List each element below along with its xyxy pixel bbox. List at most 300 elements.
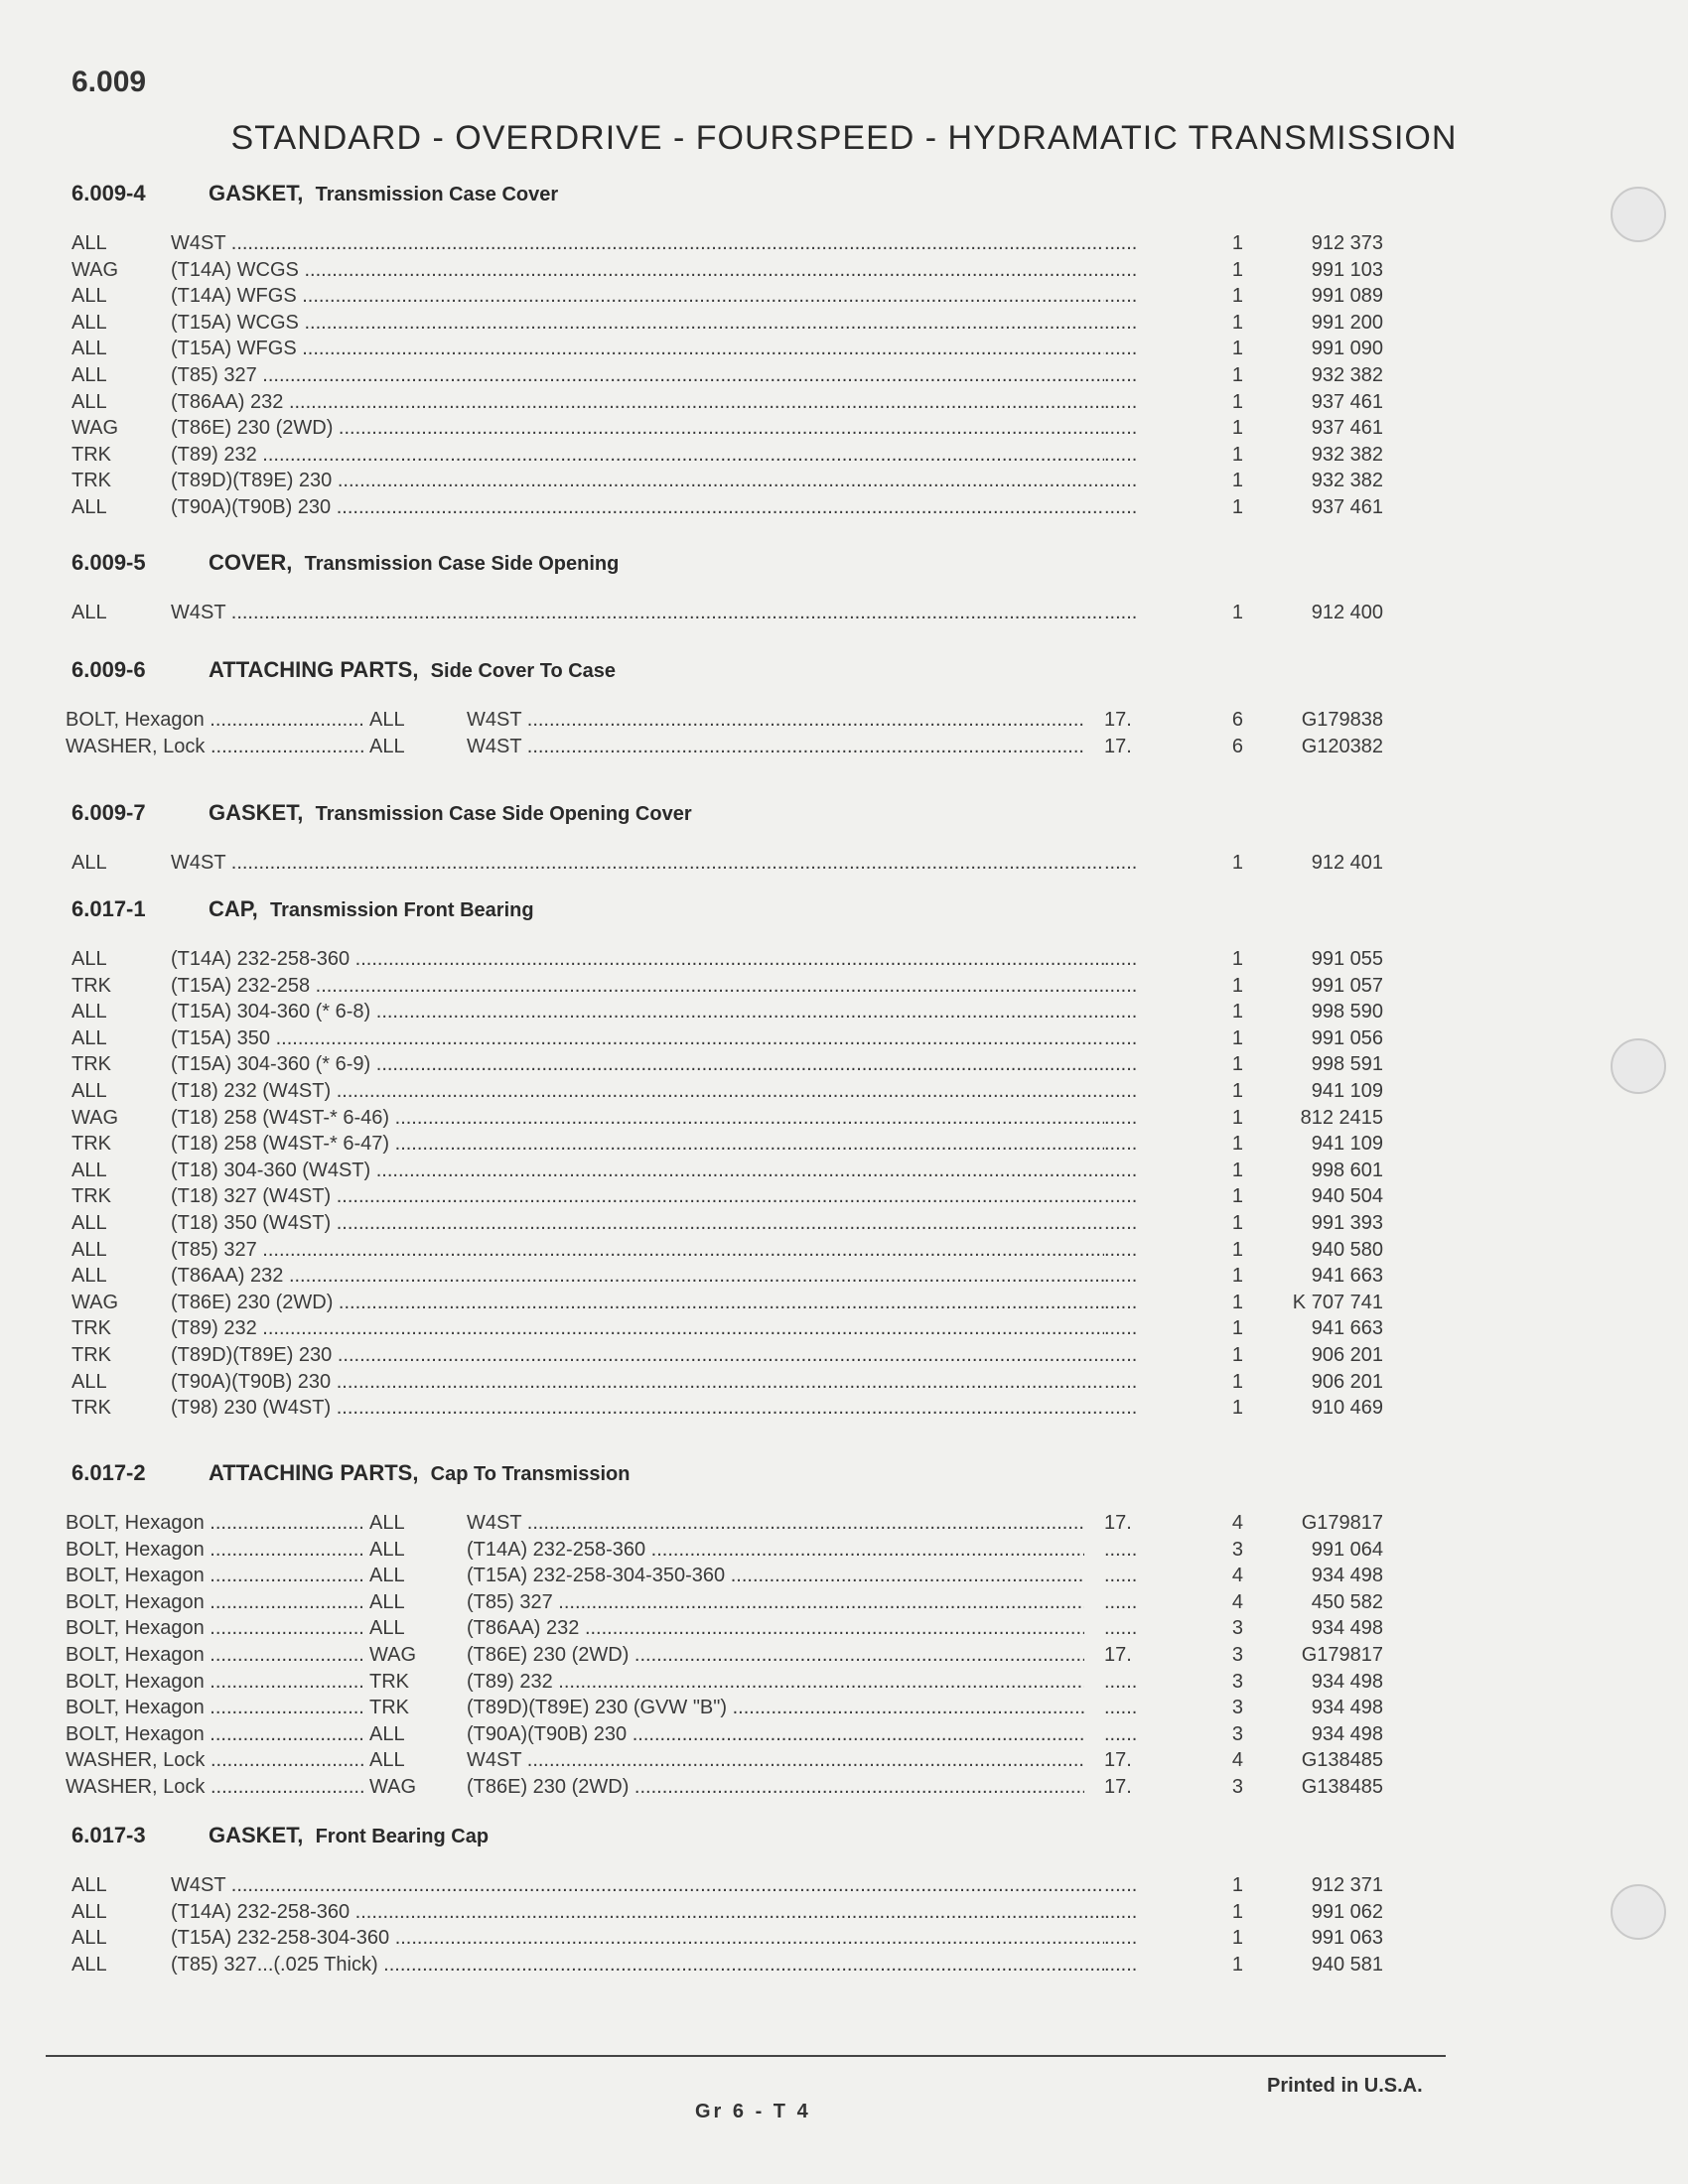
- model-code: ALL: [369, 1749, 405, 1772]
- model-code: TRK: [71, 1133, 111, 1156]
- section-ref: 17.: [1104, 1749, 1132, 1772]
- part-number: 940 504: [1311, 1185, 1383, 1208]
- application: W4ST .....: [467, 734, 1084, 759]
- part-number: K 707 741: [1292, 1291, 1383, 1313]
- section-ref: ......: [1104, 1159, 1138, 1181]
- part-number: 450 582: [1311, 1590, 1383, 1613]
- model-code: TRK: [369, 1697, 409, 1719]
- part-number: 991 393: [1311, 1212, 1383, 1234]
- item-name: WASHER, Lock .....: [66, 734, 363, 759]
- model-code: WAG: [71, 1106, 119, 1129]
- part-number: 991 057: [1311, 974, 1383, 997]
- part-number: 991 056: [1311, 1026, 1383, 1049]
- model-code: ALL: [71, 852, 107, 874]
- application: (T18) 258 (W4ST-* 6-47) .....: [171, 1131, 1104, 1157]
- part-row: [0, 1263, 1688, 1289]
- model-code: WAG: [71, 417, 119, 440]
- part-number: 912 371: [1311, 1874, 1383, 1896]
- application: (T14A) WCGS .....: [171, 257, 1104, 283]
- application: (T15A) 232-258-304-350-360 .....: [467, 1563, 1084, 1588]
- part-row: [0, 362, 1688, 388]
- quantity: 1: [1231, 1370, 1243, 1393]
- part-number: 941 109: [1311, 1133, 1383, 1156]
- application: (T86AA) 232 .....: [171, 389, 1104, 415]
- section-ref: ......: [1104, 1670, 1138, 1693]
- part-row: [0, 1537, 1688, 1563]
- quantity: 1: [1231, 258, 1243, 281]
- model-code: ALL: [369, 1512, 405, 1534]
- part-row: [0, 1642, 1688, 1668]
- model-code: ALL: [71, 1927, 107, 1950]
- part-name: GASKET,: [209, 800, 304, 825]
- application: (T86E) 230 (2WD) .....: [171, 415, 1104, 441]
- part-row: [0, 1872, 1688, 1898]
- quantity: 1: [1231, 1001, 1243, 1024]
- model-code: ALL: [71, 1953, 107, 1976]
- section-ref: ......: [1104, 1291, 1138, 1313]
- part-number: 991 055: [1311, 948, 1383, 970]
- part-name: GASKET,: [209, 181, 304, 205]
- part-name: GASKET,: [209, 1823, 304, 1847]
- application: (T86E) 230 (2WD) .....: [171, 1290, 1104, 1315]
- part-number: G120382: [1301, 735, 1383, 757]
- part-row: [0, 1025, 1688, 1051]
- part-number: 991 062: [1311, 1900, 1383, 1923]
- application: (T15A) 232-258 .....: [171, 973, 1104, 999]
- item-name: BOLT, Hexagon .....: [66, 1615, 363, 1641]
- application: (T86AA) 232 .....: [467, 1615, 1084, 1641]
- application: (T15A) 350 .....: [171, 1025, 1104, 1051]
- section-ref: ......: [1104, 1238, 1138, 1261]
- quantity: 4: [1231, 1565, 1243, 1587]
- model-code: TRK: [71, 1397, 111, 1420]
- quantity: 1: [1231, 1212, 1243, 1234]
- footer-rule: [46, 2055, 1446, 2057]
- part-row: [0, 1105, 1688, 1131]
- part-row: [0, 1158, 1688, 1183]
- application: W4ST .....: [467, 707, 1084, 733]
- section-heading: [71, 657, 616, 683]
- quantity: 1: [1231, 1900, 1243, 1923]
- section-ref: ......: [1104, 1397, 1138, 1420]
- section-ref: ......: [1104, 1265, 1138, 1288]
- section-number: 6.009-6: [71, 657, 146, 682]
- part-row: [0, 442, 1688, 468]
- application: (T86E) 230 (2WD) .....: [467, 1774, 1084, 1800]
- section-heading: [71, 896, 534, 922]
- quantity: 3: [1231, 1722, 1243, 1745]
- part-row: [0, 336, 1688, 361]
- model-code: ALL: [369, 1538, 405, 1561]
- part-number: 998 601: [1311, 1159, 1383, 1181]
- section-number: 6.009-7: [71, 800, 146, 825]
- application: (T86E) 230 (2WD) .....: [467, 1642, 1084, 1668]
- application: (T90A)(T90B) 230 .....: [171, 1369, 1104, 1395]
- page-number: 6.009: [71, 66, 147, 98]
- quantity: 1: [1231, 1106, 1243, 1129]
- part-number: 991 089: [1311, 285, 1383, 308]
- application: (T14A) 232-258-360 .....: [171, 946, 1104, 972]
- section-ref: ......: [1104, 285, 1138, 308]
- quantity: 1: [1231, 602, 1243, 623]
- item-name: BOLT, Hexagon .....: [66, 1563, 363, 1588]
- part-number: 998 591: [1311, 1053, 1383, 1076]
- model-code: ALL: [71, 1370, 107, 1393]
- part-row: [0, 1952, 1688, 1978]
- application: (T15A) 232-258-304-360 .....: [171, 1925, 1104, 1951]
- section-ref: 17.: [1104, 1512, 1132, 1534]
- application: (T18) 232 (W4ST) .....: [171, 1078, 1104, 1104]
- section-ref: ......: [1104, 1344, 1138, 1366]
- quantity: 1: [1231, 1238, 1243, 1261]
- part-row: [0, 600, 1688, 625]
- model-code: WAG: [369, 1644, 417, 1666]
- part-number: 991 090: [1311, 338, 1383, 360]
- application: (T89D)(T89E) 230 .....: [171, 1342, 1104, 1368]
- item-name: BOLT, Hexagon .....: [66, 1510, 363, 1536]
- section-ref: 17.: [1104, 1644, 1132, 1666]
- section-ref: ......: [1104, 1370, 1138, 1393]
- application: (T18) 304-360 (W4ST) .....: [171, 1158, 1104, 1183]
- model-code: TRK: [71, 1185, 111, 1208]
- printed-in-label: Printed in U.S.A.: [1267, 2075, 1423, 2097]
- part-row: [0, 1342, 1688, 1368]
- section-ref: ......: [1104, 311, 1138, 334]
- section-ref: ......: [1104, 1565, 1138, 1587]
- part-row: [0, 415, 1688, 441]
- model-code: TRK: [71, 974, 111, 997]
- part-number: 937 461: [1311, 390, 1383, 413]
- part-number: 940 580: [1311, 1238, 1383, 1261]
- part-row: [0, 1747, 1688, 1773]
- quantity: 1: [1231, 1185, 1243, 1208]
- section-ref: ......: [1104, 852, 1138, 874]
- part-description: Side Cover To Case: [430, 660, 617, 682]
- application: W4ST .....: [467, 1747, 1084, 1773]
- quantity: 1: [1231, 1265, 1243, 1288]
- model-code: TRK: [71, 1053, 111, 1076]
- part-row: [0, 468, 1688, 493]
- quantity: 1: [1231, 1291, 1243, 1313]
- part-number: 934 498: [1311, 1670, 1383, 1693]
- quantity: 1: [1231, 311, 1243, 334]
- quantity: 1: [1231, 390, 1243, 413]
- part-number: 912 401: [1311, 852, 1383, 874]
- section-ref: ......: [1104, 258, 1138, 281]
- model-code: ALL: [71, 1001, 107, 1024]
- section-number: 6.009-4: [71, 181, 146, 205]
- part-number: 941 109: [1311, 1080, 1383, 1102]
- section-heading: [71, 550, 619, 576]
- application: (T85) 327 .....: [171, 362, 1104, 388]
- part-name: ATTACHING PARTS,: [209, 1460, 419, 1485]
- section-ref: ......: [1104, 1026, 1138, 1049]
- model-code: ALL: [369, 1722, 405, 1745]
- part-number: 932 382: [1311, 364, 1383, 386]
- part-description: Transmission Case Side Opening: [304, 553, 620, 575]
- part-row: [0, 1695, 1688, 1720]
- part-row: [0, 946, 1688, 972]
- section-heading: [71, 1460, 630, 1486]
- item-name: BOLT, Hexagon .....: [66, 1721, 363, 1747]
- section-ref: ......: [1104, 1317, 1138, 1340]
- part-row: [0, 973, 1688, 999]
- section-ref: ......: [1104, 1053, 1138, 1076]
- model-code: WAG: [71, 1291, 119, 1313]
- part-row: [0, 1615, 1688, 1641]
- application: (T15A) WCGS .....: [171, 310, 1104, 336]
- part-name: COVER,: [209, 550, 293, 575]
- section-ref: 17.: [1104, 709, 1132, 731]
- section-number: 6.009-5: [71, 550, 146, 575]
- part-row: [0, 257, 1688, 283]
- application: (T18) 327 (W4ST) .....: [171, 1183, 1104, 1209]
- model-code: ALL: [71, 948, 107, 970]
- model-code: ALL: [369, 709, 405, 731]
- part-number: G179817: [1301, 1644, 1383, 1666]
- part-row: [0, 1899, 1688, 1925]
- part-row: [0, 1131, 1688, 1157]
- quantity: 1: [1231, 285, 1243, 308]
- quantity: 1: [1231, 1344, 1243, 1366]
- model-code: ALL: [71, 1080, 107, 1102]
- part-description: Transmission Case Cover: [315, 184, 559, 205]
- section-ref: ......: [1104, 443, 1138, 466]
- part-row: [0, 1510, 1688, 1536]
- model-code: ALL: [71, 1026, 107, 1049]
- model-code: TRK: [71, 1317, 111, 1340]
- quantity: 3: [1231, 1776, 1243, 1798]
- part-row: [0, 1925, 1688, 1951]
- section-ref: ......: [1104, 338, 1138, 360]
- part-row: [0, 707, 1688, 733]
- section-heading: [71, 1823, 489, 1848]
- section-ref: ......: [1104, 1900, 1138, 1923]
- model-code: ALL: [71, 1238, 107, 1261]
- part-description: Transmission Case Side Opening Cover: [315, 803, 692, 825]
- model-code: ALL: [71, 1159, 107, 1181]
- section-ref: ......: [1104, 232, 1138, 254]
- part-name: ATTACHING PARTS,: [209, 657, 419, 682]
- part-row: [0, 1721, 1688, 1747]
- part-number: 934 498: [1311, 1697, 1383, 1719]
- section-ref: ......: [1104, 417, 1138, 440]
- part-number: 940 581: [1311, 1953, 1383, 1976]
- quantity: 3: [1231, 1617, 1243, 1640]
- application: (T85) 327 .....: [171, 1237, 1104, 1263]
- part-row: [0, 1563, 1688, 1588]
- part-number: 991 103: [1311, 258, 1383, 281]
- section-ref: ......: [1104, 1697, 1138, 1719]
- application: (T89) 232 .....: [467, 1669, 1084, 1695]
- part-number: 934 498: [1311, 1617, 1383, 1640]
- application: (T89D)(T89E) 230 (GVW "B") .....: [467, 1695, 1084, 1720]
- part-number: 991 200: [1311, 311, 1383, 334]
- part-row: [0, 1315, 1688, 1341]
- application: (T90A)(T90B) 230 .....: [171, 494, 1104, 520]
- quantity: 1: [1231, 443, 1243, 466]
- item-name: WASHER, Lock .....: [66, 1747, 363, 1773]
- application: (T15A) WFGS .....: [171, 336, 1104, 361]
- part-description: Cap To Transmission: [430, 1463, 631, 1485]
- part-number: 941 663: [1311, 1317, 1383, 1340]
- part-row: [0, 1183, 1688, 1209]
- application: (T18) 258 (W4ST-* 6-46) .....: [171, 1105, 1104, 1131]
- quantity: 1: [1231, 1026, 1243, 1049]
- part-row: [0, 1237, 1688, 1263]
- quantity: 1: [1231, 1317, 1243, 1340]
- model-code: ALL: [369, 1565, 405, 1587]
- application: W4ST .....: [467, 1510, 1084, 1536]
- quantity: 1: [1231, 1874, 1243, 1896]
- part-number: 998 590: [1311, 1001, 1383, 1024]
- model-code: ALL: [369, 1590, 405, 1613]
- section-ref: ......: [1104, 1133, 1138, 1156]
- part-row: [0, 1078, 1688, 1104]
- section-ref: ......: [1104, 602, 1138, 623]
- quantity: 1: [1231, 417, 1243, 440]
- section-ref: ......: [1104, 1001, 1138, 1024]
- section-ref: ......: [1104, 1080, 1138, 1102]
- part-row: [0, 494, 1688, 520]
- part-number: 934 498: [1311, 1722, 1383, 1745]
- application: (T14A) WFGS .....: [171, 283, 1104, 309]
- part-row: [0, 1589, 1688, 1615]
- part-number: 991 063: [1311, 1927, 1383, 1950]
- quantity: 4: [1231, 1590, 1243, 1613]
- model-code: ALL: [369, 735, 405, 757]
- quantity: 3: [1231, 1670, 1243, 1693]
- quantity: 4: [1231, 1512, 1243, 1534]
- model-code: ALL: [71, 390, 107, 413]
- part-description: Transmission Front Bearing: [269, 899, 534, 921]
- quantity: 6: [1231, 709, 1243, 731]
- part-number: G138485: [1301, 1776, 1383, 1798]
- part-number: G179838: [1301, 709, 1383, 731]
- application: (T14A) 232-258-360 .....: [171, 1899, 1104, 1925]
- part-row: [0, 1290, 1688, 1315]
- part-number: 912 373: [1311, 232, 1383, 254]
- item-name: BOLT, Hexagon .....: [66, 1589, 363, 1615]
- part-row: [0, 1774, 1688, 1800]
- model-code: ALL: [71, 338, 107, 360]
- model-code: ALL: [369, 1617, 405, 1640]
- application: W4ST .....: [171, 230, 1104, 256]
- model-code: ALL: [71, 496, 107, 518]
- part-row: [0, 999, 1688, 1024]
- section-ref: ......: [1104, 1590, 1138, 1613]
- part-row: [0, 1395, 1688, 1421]
- application: (T15A) 304-360 (* 6-8) .....: [171, 999, 1104, 1024]
- section-ref: ......: [1104, 390, 1138, 413]
- part-number: 991 064: [1311, 1538, 1383, 1561]
- quantity: 6: [1231, 735, 1243, 757]
- section-ref: ......: [1104, 1617, 1138, 1640]
- quantity: 1: [1231, 338, 1243, 360]
- item-name: BOLT, Hexagon .....: [66, 1642, 363, 1668]
- section-ref: ......: [1104, 1212, 1138, 1234]
- section-ref: ......: [1104, 470, 1138, 492]
- quantity: 1: [1231, 1053, 1243, 1076]
- part-row: [0, 310, 1688, 336]
- item-name: BOLT, Hexagon .....: [66, 1695, 363, 1720]
- part-number: 932 382: [1311, 443, 1383, 466]
- model-code: ALL: [71, 311, 107, 334]
- application: (T98) 230 (W4ST) .....: [171, 1395, 1104, 1421]
- part-row: [0, 850, 1688, 876]
- quantity: 1: [1231, 1397, 1243, 1420]
- application: (T15A) 304-360 (* 6-9) .....: [171, 1051, 1104, 1077]
- part-number: 910 469: [1311, 1397, 1383, 1420]
- application: W4ST .....: [171, 1872, 1104, 1898]
- part-row: [0, 230, 1688, 256]
- model-code: WAG: [369, 1776, 417, 1798]
- part-row: [0, 1210, 1688, 1236]
- item-name: WASHER, Lock .....: [66, 1774, 363, 1800]
- model-code: ALL: [71, 1212, 107, 1234]
- section-ref: ......: [1104, 974, 1138, 997]
- part-row: [0, 1369, 1688, 1395]
- group-page-label: Gr 6 - T 4: [695, 2101, 811, 2122]
- part-number: 906 201: [1311, 1344, 1383, 1366]
- part-number: G138485: [1301, 1749, 1383, 1772]
- model-code: TRK: [71, 470, 111, 492]
- part-number: 937 461: [1311, 496, 1383, 518]
- section-number: 6.017-1: [71, 896, 146, 921]
- section-ref: ......: [1104, 364, 1138, 386]
- section-number: 6.017-2: [71, 1460, 146, 1485]
- quantity: 1: [1231, 1927, 1243, 1950]
- quantity: 3: [1231, 1644, 1243, 1666]
- model-code: ALL: [71, 1900, 107, 1923]
- application: (T85) 327 .....: [467, 1589, 1084, 1615]
- part-number: 937 461: [1311, 417, 1383, 440]
- application: (T86AA) 232 .....: [171, 1263, 1104, 1289]
- application: (T89D)(T89E) 230 .....: [171, 468, 1104, 493]
- section-ref: ......: [1104, 1874, 1138, 1896]
- part-number: 932 382: [1311, 470, 1383, 492]
- part-row: [0, 389, 1688, 415]
- quantity: 4: [1231, 1749, 1243, 1772]
- part-row: [0, 283, 1688, 309]
- item-name: BOLT, Hexagon .....: [66, 1537, 363, 1563]
- section-heading: [71, 800, 692, 826]
- quantity: 3: [1231, 1538, 1243, 1561]
- section-ref: ......: [1104, 1185, 1138, 1208]
- quantity: 1: [1231, 1080, 1243, 1102]
- model-code: ALL: [71, 1265, 107, 1288]
- section-ref: ......: [1104, 948, 1138, 970]
- application: (T89) 232 .....: [171, 1315, 1104, 1341]
- quantity: 1: [1231, 974, 1243, 997]
- quantity: 1: [1231, 948, 1243, 970]
- quantity: 1: [1231, 496, 1243, 518]
- section-number: 6.017-3: [71, 1823, 146, 1847]
- part-number: 812 2415: [1300, 1106, 1383, 1129]
- section-ref: ......: [1104, 496, 1138, 518]
- part-row: [0, 1669, 1688, 1695]
- application: (T18) 350 (W4ST) .....: [171, 1210, 1104, 1236]
- application: (T90A)(T90B) 230 .....: [467, 1721, 1084, 1747]
- part-number: 906 201: [1311, 1370, 1383, 1393]
- section-ref: 17.: [1104, 735, 1132, 757]
- application: W4ST .....: [171, 850, 1104, 876]
- quantity: 3: [1231, 1697, 1243, 1719]
- model-code: ALL: [71, 364, 107, 386]
- application: (T14A) 232-258-360 .....: [467, 1537, 1084, 1563]
- item-name: BOLT, Hexagon .....: [66, 1669, 363, 1695]
- application: (T85) 327...(.025 Thick) .....: [171, 1952, 1104, 1978]
